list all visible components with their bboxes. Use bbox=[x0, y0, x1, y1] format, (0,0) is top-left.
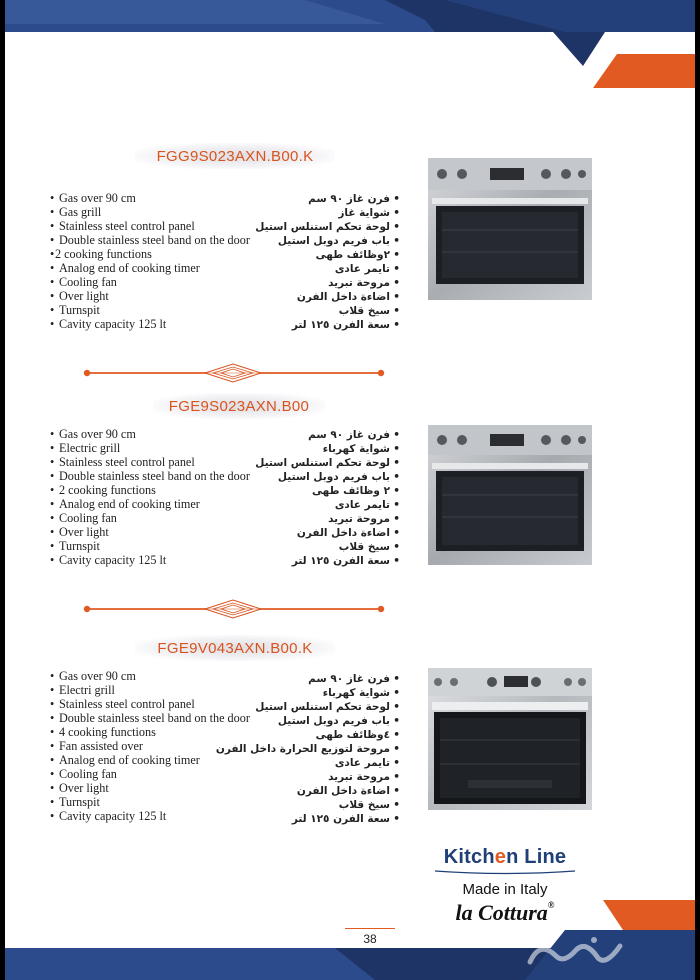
feature-item-ar: • سعة الفرن ١٢٥ لتر bbox=[200, 812, 400, 826]
feature-item: • Stainless steel control panel bbox=[50, 697, 255, 711]
feature-item-ar: • تايمر عادى bbox=[200, 756, 400, 770]
feature-item: • Over light bbox=[50, 289, 255, 303]
feature-item: • Gas over 90 cm bbox=[50, 191, 255, 205]
feature-item: • Cavity capacity 125 lt bbox=[50, 553, 255, 567]
feature-item-ar: • تايمر عادى bbox=[200, 262, 400, 276]
feature-item: • Cooling fan bbox=[50, 511, 255, 525]
feature-item-ar: • شواية كهرباء bbox=[200, 442, 400, 456]
feature-item-ar: • لوحة تحكم استنلس استيل bbox=[200, 456, 400, 470]
feature-item: • Over light bbox=[50, 781, 255, 795]
feature-item-ar: • اضاءة داخل الفرن bbox=[200, 784, 400, 798]
page-number: 38 bbox=[345, 928, 395, 946]
ornament-divider-2 bbox=[83, 599, 385, 619]
feature-item-ar: • سيخ قلاب bbox=[200, 304, 400, 318]
top-banner bbox=[5, 0, 695, 90]
feature-item: • Turnspit bbox=[50, 303, 255, 317]
feature-item: • Turnspit bbox=[50, 795, 255, 809]
feature-item-ar: • لوحة تحكم استنلس استيل bbox=[200, 700, 400, 714]
feature-item-ar: • سيخ قلاب bbox=[200, 540, 400, 554]
product-2-features-ar bbox=[200, 428, 400, 568]
feature-item-ar: • باب فريم دوبل استيل bbox=[200, 470, 400, 484]
feature-item-ar: • مروحة لتوزيع الحرارة داخل الفرن bbox=[200, 742, 400, 756]
feature-item-ar: • فرن غاز ٩٠ سم bbox=[200, 192, 400, 206]
product-1-features-ar bbox=[200, 192, 400, 332]
made-in-label: Made in Italy bbox=[462, 881, 548, 898]
feature-item: • Cooling fan bbox=[50, 275, 255, 289]
watermark-logo bbox=[520, 932, 640, 972]
feature-item-ar: • مروحة تبريد bbox=[200, 276, 400, 290]
feature-item-ar: • فرن غاز ٩٠ سم bbox=[200, 672, 400, 686]
oven-image-2 bbox=[428, 425, 592, 565]
feature-item: • 4 cooking functions bbox=[50, 725, 255, 739]
product-3-features-ar bbox=[200, 672, 400, 826]
oven-image-3 bbox=[428, 668, 592, 810]
ornament-divider-1 bbox=[83, 363, 385, 383]
feature-item-ar: • لوحة تحكم استنلس استيل bbox=[200, 220, 400, 234]
feature-item-ar: • ٢وظائف طهى bbox=[200, 248, 400, 262]
feature-item-ar: • ٢ وظائف طهى bbox=[200, 484, 400, 498]
feature-item: • Over light bbox=[50, 525, 255, 539]
feature-item: • Double stainless steel band on the door bbox=[50, 469, 255, 483]
product-1-model-title: FGG9S023AXN.B00.K bbox=[135, 143, 335, 169]
product-3-model-title: FGE9V043AXN.B00.K bbox=[135, 635, 335, 661]
feature-item-ar: • شواية كهرباء bbox=[200, 686, 400, 700]
feature-item: • Analog end of cooking timer bbox=[50, 261, 255, 275]
feature-item: • Turnspit bbox=[50, 539, 255, 553]
feature-item-ar: • باب فريم دوبل استيل bbox=[200, 234, 400, 248]
feature-item: • Analog end of cooking timer bbox=[50, 497, 255, 511]
brand-underline bbox=[425, 869, 585, 875]
product-2-model-title: FGE9S023AXN.B00 bbox=[153, 393, 325, 419]
brand-signature: la Cottura® bbox=[455, 900, 555, 925]
feature-item-ar: • مروحة تبريد bbox=[200, 512, 400, 526]
brand-name: Kitchen Line bbox=[443, 846, 567, 868]
feature-item-ar: • باب فريم دوبل استيل bbox=[200, 714, 400, 728]
feature-item: • Analog end of cooking timer bbox=[50, 753, 255, 767]
feature-item: • Double stainless steel band on the door bbox=[50, 233, 255, 247]
feature-item: • Electri grill bbox=[50, 683, 255, 697]
feature-item: • Double stainless steel band on the door bbox=[50, 711, 255, 725]
feature-item-ar: • شواية غاز bbox=[200, 206, 400, 220]
feature-item-ar: • ٤وظائف طهى bbox=[200, 728, 400, 742]
feature-item: • 2 cooking functions bbox=[50, 483, 255, 497]
feature-item-ar: • اضاءة داخل الفرن bbox=[200, 290, 400, 304]
feature-item: • Gas over 90 cm bbox=[50, 669, 255, 683]
catalog-page bbox=[5, 0, 695, 980]
feature-item-ar: • فرن غاز ٩٠ سم bbox=[200, 428, 400, 442]
logo-pin-icon: e bbox=[494, 846, 507, 868]
feature-item: • Cavity capacity 125 lt bbox=[50, 809, 255, 823]
feature-item-ar: • سعة الفرن ١٢٥ لتر bbox=[200, 318, 400, 332]
feature-item: • Gas grill bbox=[50, 205, 255, 219]
feature-item: • Gas over 90 cm bbox=[50, 427, 255, 441]
feature-item-ar: • سيخ قلاب bbox=[200, 798, 400, 812]
feature-item-ar: • مروحة تبريد bbox=[200, 770, 400, 784]
feature-item: • 2 cooking functions bbox=[50, 247, 255, 261]
oven-image-1 bbox=[428, 158, 592, 300]
feature-item: • Cavity capacity 125 lt bbox=[50, 317, 255, 331]
feature-item-ar: • سعة الفرن ١٢٥ لتر bbox=[200, 554, 400, 568]
feature-item-ar: • تايمر عادى bbox=[200, 498, 400, 512]
feature-item-ar: • اضاءة داخل الفرن bbox=[200, 526, 400, 540]
feature-item: • Fan assisted over bbox=[50, 739, 255, 753]
feature-item: • Stainless steel control panel bbox=[50, 455, 255, 469]
feature-item: • Cooling fan bbox=[50, 767, 255, 781]
feature-item: • Stainless steel control panel bbox=[50, 219, 255, 233]
feature-item: • Electric grill bbox=[50, 441, 255, 455]
